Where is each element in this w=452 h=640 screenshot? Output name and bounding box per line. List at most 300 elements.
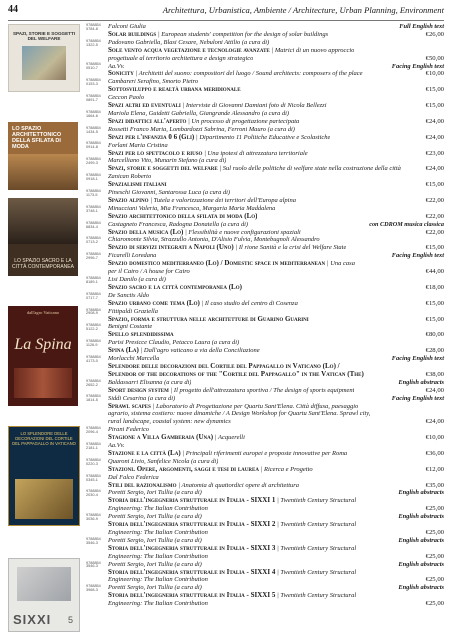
price: €24,00 xyxy=(425,117,444,125)
entry-line-text xyxy=(108,347,260,355)
author-line: Fittipaldi Graziella xyxy=(108,307,158,315)
author-line: Forlani Maria Cristina xyxy=(108,141,168,149)
book-subtitle: | Ricerca e Progetto xyxy=(260,465,313,473)
entry-line-text xyxy=(108,284,242,292)
entry-line-text xyxy=(108,363,340,371)
entry-line xyxy=(108,529,444,537)
entry-line xyxy=(108,126,444,134)
isbn-part: 9788854 xyxy=(86,236,101,241)
entry-line-text xyxy=(108,205,275,213)
entry-line-text xyxy=(108,505,208,513)
isbn-part: 9788854 xyxy=(86,323,101,328)
language-tag: English abstracts xyxy=(398,513,444,521)
entry-line xyxy=(108,70,444,78)
entry-line-text xyxy=(108,513,202,521)
catalog-entry xyxy=(86,513,444,537)
isbn-code xyxy=(86,252,108,276)
entry-body xyxy=(108,458,444,474)
entry-line xyxy=(108,395,444,403)
isbn-part: 9788854 xyxy=(86,457,101,462)
book-cover-splendore xyxy=(8,426,80,526)
isbn-part: 9788854 xyxy=(86,513,101,518)
entry-line-text xyxy=(108,157,226,165)
entry-line-text xyxy=(108,450,347,458)
author-line: Poretti Sergio, Iori Tullia (a cura di) xyxy=(108,584,202,592)
cover-subtitle: dall'agro Vaticano xyxy=(26,310,60,315)
isbn-part: 8189-1 xyxy=(86,279,98,284)
entry-line xyxy=(108,450,444,458)
entry-line xyxy=(108,55,444,63)
entry-line xyxy=(108,134,444,142)
book-title: Solar buildings xyxy=(108,30,157,38)
book-subtitle: | Una casa xyxy=(326,260,355,268)
entry-line xyxy=(108,308,444,316)
price: €24,00 xyxy=(425,418,444,426)
entry-line xyxy=(108,410,444,418)
entry-body xyxy=(108,426,444,442)
entry-line-text xyxy=(108,395,175,403)
entry-line xyxy=(108,561,444,569)
entry-line-text xyxy=(108,47,354,55)
catalog-entry xyxy=(86,276,444,292)
isbn-part: 9788854 xyxy=(86,441,101,446)
language-tag: English abstracts xyxy=(398,536,444,544)
price: €15,00 xyxy=(425,102,444,110)
entry-line-text xyxy=(108,213,257,221)
entry-line xyxy=(108,379,444,387)
entry-line-text xyxy=(108,252,156,260)
isbn-part: 9788854 xyxy=(86,489,101,494)
book-subtitle: | Laboratorio di Progettazione per Quartu Sant'Elena. Città diffusa, paesaggio xyxy=(152,402,359,410)
entry-line-text xyxy=(108,521,356,529)
entry-line-text xyxy=(108,244,346,252)
isbn-code xyxy=(86,323,108,339)
isbn-code xyxy=(86,561,108,585)
isbn-code xyxy=(86,355,108,379)
book-subtitle: progettuale al territorio architettura e design strategico xyxy=(108,54,254,62)
entry-body xyxy=(108,276,444,292)
entry-line xyxy=(108,387,444,395)
entry-body xyxy=(108,442,444,458)
isbn-part: 0914-8 xyxy=(86,145,98,150)
isbn-part: 0153-3 xyxy=(86,82,98,87)
language-tag: English abstracts xyxy=(398,560,444,568)
entry-line-text xyxy=(108,63,125,71)
author-line: Padovano Gabriella, Blasi Cesare, Nebuloni Attilio (a cura di) xyxy=(108,38,270,46)
entry-line-text xyxy=(108,434,245,442)
entry-body xyxy=(108,339,444,355)
author-line: Marcelliano Vito, Munarin Stefano (a cura di) xyxy=(108,157,227,165)
isbn-part: 1173-5 xyxy=(86,192,98,197)
isbn-code xyxy=(86,78,108,94)
book-subtitle: rural landscape, coastal system: new dynamics xyxy=(108,418,231,426)
entry-line-text xyxy=(108,379,191,387)
isbn-code xyxy=(86,189,108,205)
isbn-part: 2996-7 xyxy=(86,256,98,261)
entry-line-text xyxy=(108,197,296,205)
entry-line-text xyxy=(108,426,149,434)
book-cover-spazio-sacro xyxy=(8,198,78,276)
book-subtitle: Engineering: The Italian Contribution xyxy=(108,505,208,513)
entry-line-text xyxy=(108,94,144,102)
book-title: Spazi, storie e soggetti del welfare xyxy=(108,165,218,173)
catalog-entry xyxy=(86,39,444,63)
cover-title: LO SPLENDORE DELLE DECORAZIONI DEL CORTILE DEL PAPPAGALLO IN VATICANO xyxy=(12,431,76,446)
entry-line xyxy=(108,236,444,244)
price: €24,00 xyxy=(425,133,444,141)
entry-line-text xyxy=(108,39,269,47)
entry-line-text xyxy=(108,300,298,308)
entry-line xyxy=(108,142,444,150)
book-subtitle: | Twentieth Century Structural xyxy=(277,592,357,600)
entry-body xyxy=(108,142,444,158)
isbn-code xyxy=(86,94,108,110)
isbn-part: 1126-9 xyxy=(86,343,98,348)
entry-body xyxy=(108,537,444,561)
entry-line-text xyxy=(108,86,241,94)
isbn-code xyxy=(86,39,108,63)
entry-body xyxy=(108,110,444,126)
isbn-part: 4173-0 xyxy=(86,358,98,363)
book-subtitle: per il Cairo / A house for Cairo xyxy=(108,268,190,276)
entry-line xyxy=(108,102,444,110)
isbn-part: 2181-1 xyxy=(86,445,98,450)
catalog-entry xyxy=(86,355,444,379)
book-subtitle: | Twentieth Century Structural xyxy=(277,521,357,529)
cover-image xyxy=(22,46,66,80)
entry-line-text xyxy=(108,576,208,584)
isbn-code xyxy=(86,395,108,427)
author-line: Rossetti Franco Maria, Lombardozzi Sabrina, Ferroni Mauro (a cura di) xyxy=(108,125,295,133)
catalog-entry xyxy=(86,126,444,142)
isbn-part: 9788854 xyxy=(86,94,101,99)
entry-line xyxy=(108,94,444,102)
isbn-part: 2908-9 xyxy=(86,311,98,316)
entry-line-text xyxy=(108,78,198,86)
price: €36,00 xyxy=(425,449,444,457)
book-title: Spazio architettonico della sfilata di moda (Lo) xyxy=(108,212,258,220)
catalog-entry xyxy=(86,63,444,79)
isbn-part: 9788854 xyxy=(86,473,101,478)
isbn-code xyxy=(86,173,108,189)
cover-image xyxy=(8,154,78,190)
price: €25,00 xyxy=(425,600,444,608)
entry-line xyxy=(108,165,444,173)
author-line: De Sanctis Aldo xyxy=(108,291,150,299)
isbn-part: 0713-2 xyxy=(86,240,98,245)
entry-line xyxy=(108,505,444,513)
price: €24,00 xyxy=(425,386,444,394)
book-title: Spazi altri ed eventuali xyxy=(108,102,181,110)
isbn-part: 9788854 xyxy=(86,141,101,146)
isbn-code xyxy=(86,142,108,158)
entry-line xyxy=(108,482,444,490)
entry-line xyxy=(108,584,444,592)
book-title: Storia dell'ingegneria strutturale in Italia - SIXXI 1 xyxy=(108,497,276,505)
entry-line xyxy=(108,403,444,411)
entry-body xyxy=(108,221,444,237)
isbn-part: 2499-3 xyxy=(86,161,98,166)
author-line: Benigni Costante xyxy=(108,323,153,331)
entry-line xyxy=(108,244,444,252)
isbn-part: 0510-7 xyxy=(86,66,98,71)
book-title: Spazi per l'infanzia 0 6 (Gli) xyxy=(108,133,195,141)
entry-line xyxy=(108,150,444,158)
language-tag: Facing English text xyxy=(391,252,444,260)
entry-line xyxy=(108,268,444,276)
author-line: Chiaromonte Silvia, Strazzullo Antonia, D'Alisio Fulvia, Montebugnoli Alessandro xyxy=(108,236,320,244)
entry-body xyxy=(108,292,444,308)
entry-line-text xyxy=(108,339,239,347)
language-tag: English abstracts xyxy=(398,584,444,592)
isbn-part: 9788854 xyxy=(86,204,101,209)
catalog-entry xyxy=(86,78,444,94)
price: €80,00 xyxy=(425,331,444,339)
entry-body xyxy=(108,126,444,142)
entry-line xyxy=(108,553,444,561)
entry-line-text xyxy=(108,221,248,229)
entry-line xyxy=(108,323,444,331)
catalog-entry xyxy=(86,221,444,237)
catalog-entry xyxy=(86,426,444,442)
entry-line xyxy=(108,213,444,221)
isbn-part: 0918-1 xyxy=(86,177,98,182)
book-subtitle: | Dipartimento 11 Politiche Educative e Scolastiche xyxy=(195,133,331,141)
book-title: Spazio sacro e la città contemporanea (Lo) xyxy=(108,283,242,291)
author-line: Castagneto Francesca, Radogna Donatella (a cura di) xyxy=(108,220,249,228)
price: €24,00 xyxy=(425,165,444,173)
isbn-part: 9788854 xyxy=(86,220,101,225)
isbn-part: 9788854 xyxy=(86,560,101,565)
author-line: Pirani Federico xyxy=(108,426,149,434)
author-line: Falconi Giulia xyxy=(108,23,146,30)
entry-line xyxy=(108,189,444,197)
author-line: Pineschi Giovanni, Santarossa Luca (a cura di) xyxy=(108,189,231,197)
book-subtitle: | Il caso studio del centro di Cosenza xyxy=(201,299,298,307)
entry-body xyxy=(108,323,444,339)
isbn-part: 0717-7 xyxy=(86,295,98,300)
entry-line-text xyxy=(108,268,190,276)
price: €26,00 xyxy=(425,30,444,38)
book-subtitle: | Matrici di un nuovo approccio xyxy=(271,46,355,54)
price: €35,00 xyxy=(425,481,444,489)
isbn-part: 5122-2 xyxy=(86,327,98,332)
entry-body xyxy=(108,252,444,276)
entry-line-text xyxy=(108,102,327,110)
entry-line xyxy=(108,576,444,584)
isbn-part: 2652-2 xyxy=(86,382,98,387)
media-note: con CDROM musica classica xyxy=(369,220,444,228)
entry-line xyxy=(108,110,444,118)
author-line: Quaroni Livio, Sanfelice Nicola (a cura di) xyxy=(108,457,219,465)
isbn-part: 3968-3 xyxy=(86,588,98,593)
book-subtitle: agrario, sistema costiero: nuove dinamiche / A Design Workshop for Quartu Sant'Elena. Sprawl city, xyxy=(108,410,371,418)
book-subtitle: Engineering: The Italian Contribution xyxy=(108,529,208,536)
entry-line-text xyxy=(108,323,152,331)
entry-body xyxy=(108,39,444,63)
book-subtitle: | Acquerelli xyxy=(214,434,245,442)
book-subtitle: | Dall'agro vaticano a via della Conciliazione xyxy=(140,347,260,355)
entry-line-text xyxy=(108,23,146,31)
entry-line-text xyxy=(108,561,202,569)
book-subtitle: Engineering: The Italian Contribution xyxy=(108,552,208,560)
price: €25,00 xyxy=(425,529,444,536)
price: €22,00 xyxy=(425,196,444,204)
price: €23,00 xyxy=(425,149,444,157)
price: €10,00 xyxy=(425,434,444,442)
entry-body xyxy=(108,78,444,94)
isbn-code xyxy=(86,489,108,513)
entry-line xyxy=(108,118,444,126)
book-title: Sprawl scapes xyxy=(108,402,151,410)
author-line: Zanican Roberto xyxy=(108,173,152,181)
price: €15,00 xyxy=(425,244,444,252)
cover-title: SPAZI, STORIE E SOGGETTI DEL WELFARE xyxy=(12,31,76,41)
isbn-code xyxy=(86,584,108,608)
price: €28,00 xyxy=(425,347,444,355)
entry-line-text xyxy=(108,355,159,363)
book-subtitle: | Flessibilità e nuove configurazioni spaziali xyxy=(185,228,301,236)
entry-line-text xyxy=(108,165,401,173)
isbn-part: 0220-3 xyxy=(86,461,98,466)
isbn-part: 9788854 xyxy=(86,38,101,43)
price: €25,00 xyxy=(425,552,444,560)
book-title: Spello splendidissima xyxy=(108,331,174,339)
entry-line-text xyxy=(108,482,299,490)
author-line: Ficarelli Loredana xyxy=(108,252,157,260)
entry-line xyxy=(108,426,444,434)
entry-body xyxy=(108,94,444,110)
price: €22,00 xyxy=(425,212,444,220)
isbn-part: 1322-5 xyxy=(86,42,98,47)
catalog-entry xyxy=(86,23,444,39)
book-title: Sonicity xyxy=(108,70,134,78)
isbn-part: 9788854 xyxy=(86,173,101,178)
book-subtitle: | Un processo di progettazione partecipata xyxy=(188,117,300,125)
book-title: Splendor of the decorations of the "Cortile del Pappagallo" in the Vatican (The) xyxy=(108,370,364,378)
book-title: Stazioni. Opere, argomenti, saggi e tesi di laurea xyxy=(108,465,259,473)
entry-line-text xyxy=(108,529,208,537)
entry-body xyxy=(108,63,444,79)
entry-line xyxy=(108,371,444,379)
entry-line xyxy=(108,600,444,608)
entry-line xyxy=(108,173,444,181)
book-title: Storia dell'ingegneria strutturale in Italia - SIXXI 4 xyxy=(108,568,276,576)
book-title: Stazione e la città (La) xyxy=(108,449,181,457)
author-line: Poretti Sergio, Iori Tullia (a cura di) xyxy=(108,513,202,521)
entry-line xyxy=(108,474,444,482)
isbn-part: 9788854 xyxy=(86,426,101,431)
entry-line xyxy=(108,513,444,521)
isbn-code xyxy=(86,157,108,173)
isbn-code xyxy=(86,23,108,39)
entry-body xyxy=(108,355,444,379)
isbn-code xyxy=(86,458,108,474)
language-tag: Facing English text xyxy=(391,394,444,402)
book-title: Storia dell'ingegneria strutturale in Italia - SIXXI 5 xyxy=(108,592,276,600)
entry-body xyxy=(108,308,444,324)
book-title: Spazio, forma e struttura nelle architetture di Guarino Guarini xyxy=(108,315,309,323)
entry-line-text xyxy=(108,458,218,466)
author-line: Siddi Cesarina (a cura di) xyxy=(108,394,176,402)
entry-line-text xyxy=(108,70,363,78)
entry-line-text xyxy=(108,236,320,244)
catalog-entry xyxy=(86,323,444,339)
entry-body xyxy=(108,379,444,395)
book-title: Storia dell'ingegneria strutturale in Italia - SIXXI 3 xyxy=(108,544,276,552)
isbn-code xyxy=(86,308,108,324)
isbn-part: 9788854 xyxy=(86,307,101,312)
book-title: Stili del razionalismo xyxy=(108,481,177,489)
isbn-part: 5784-8 xyxy=(86,26,98,31)
entry-line-text xyxy=(108,545,356,553)
entry-line-text xyxy=(108,584,202,592)
catalog-entry xyxy=(86,308,444,324)
book-cover-welfare xyxy=(8,24,80,92)
entry-line-text xyxy=(108,371,364,379)
entry-line xyxy=(108,47,444,55)
author-line: Ceccon Paolo xyxy=(108,94,145,102)
entry-line xyxy=(108,63,444,71)
isbn-code xyxy=(86,474,108,490)
author-line: Poretti Sergio, Iori Tullia (a cura di) xyxy=(108,536,202,544)
entry-line-text xyxy=(108,316,309,324)
cover-image xyxy=(15,479,73,519)
author-line: Baldassarri Elisanna (a cura di) xyxy=(108,378,192,386)
isbn-part: 2030-4 xyxy=(86,493,98,498)
entry-line-text xyxy=(108,331,174,339)
entry-line-text xyxy=(108,418,231,426)
isbn-part: 9788854 xyxy=(86,291,101,296)
price: €22,00 xyxy=(425,228,444,236)
cover-title: La Spina xyxy=(14,336,72,353)
catalog-entry xyxy=(86,458,444,474)
entry-line xyxy=(108,252,444,260)
entry-line xyxy=(108,442,444,450)
isbn-part: 9788854 xyxy=(86,354,101,359)
language-tag: Facing English text xyxy=(391,62,444,70)
isbn-part: 6834-4 xyxy=(86,224,98,229)
book-subtitle: | Tutela e valorizzazione dei territori dell'Europa alpina xyxy=(150,196,296,204)
book-subtitle: | Twentieth Century Structural xyxy=(277,568,357,576)
book-title: Spina (La) xyxy=(108,347,139,355)
entry-line-text xyxy=(108,126,295,134)
price: €18,00 xyxy=(425,283,444,291)
book-title: Spazio della musica (Lo) xyxy=(108,228,184,236)
entry-line-text xyxy=(108,181,167,189)
isbn-code xyxy=(86,442,108,458)
entry-line-text xyxy=(108,537,202,545)
header-rule xyxy=(8,20,444,21)
entry-line xyxy=(108,355,444,363)
isbn-code xyxy=(86,426,108,442)
cover-image xyxy=(17,567,71,601)
entry-body xyxy=(108,513,444,537)
book-subtitle: Engineering: The Italian Contribution xyxy=(108,600,208,608)
book-subtitle: | Una ipotesi di attrezzatura territoriale xyxy=(204,149,308,157)
catalog-entry xyxy=(86,173,444,189)
entry-line xyxy=(108,31,444,39)
entry-line-text xyxy=(108,403,358,411)
entry-line xyxy=(108,157,444,165)
entry-line-text xyxy=(108,292,149,300)
entry-line xyxy=(108,260,444,268)
book-subtitle: | Twentieth Century Structural xyxy=(277,544,357,552)
book-title: Spazi per lo spettacolo e riuso xyxy=(108,149,203,157)
catalog-entry xyxy=(86,474,444,490)
entry-line-text xyxy=(108,189,230,197)
entry-line-text xyxy=(108,150,308,158)
